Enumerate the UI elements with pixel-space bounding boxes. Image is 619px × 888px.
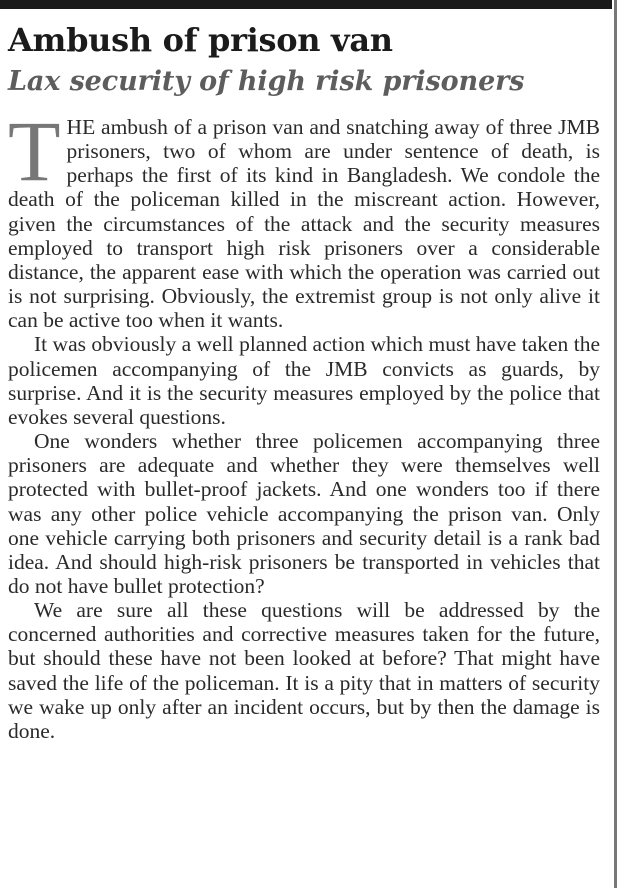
- paragraph-3: One wonders whether three policemen accompanying three prisoners are adequate and whether they were themselves well protected with bullet-proof jackets. And one wonders too if there was any other police vehicle accompanying the prison van. Only one vehicle carrying both prisoners and security detail is a rank bad idea. And should high-risk prisoners be transported in vehicles that do not have bullet protection?: [8, 429, 600, 598]
- right-border-rule: [614, 0, 617, 888]
- paragraph-2: It was obviously a well planned action which must have taken the policemen accompanying of the JMB convicts as guards, by surprise. And it is the security measures employed by the police that evokes several questions.: [8, 332, 600, 429]
- headline: Ambush of prison van: [8, 21, 393, 59]
- article-body: [8, 103, 600, 743]
- paragraph-4: We are sure all these questions will be addressed by the concerned authorities and corrective measures taken for the future, but should these have not been looked at before? That might have saved the life of the policeman. It is a pity that in matters of security we wake up only after an incident occurs, but by then the damage is done.: [8, 598, 600, 743]
- editorial-article: [8, 17, 600, 743]
- drop-cap: T: [8, 103, 61, 199]
- paragraph-1-text: HE ambush of a prison van and snatching away of three JMB prisoners, two of whom are under sentence of death, is perhaps the first of its kind in Bangladesh. We condole the death of the policeman killed in the miscreant action. However, given the circumstances of the attack and the security measures employed to transport high risk prisoners over a considerable distance, the apparent ease with which the operation was carried out is not surprising. Obviously, the extremist group is not only alive it can be active too when it wants.: [8, 115, 600, 333]
- subheadline: Lax security of high risk prisoners: [8, 66, 525, 97]
- top-border-rule: [0, 0, 612, 9]
- paragraph-1: [8, 103, 600, 333]
